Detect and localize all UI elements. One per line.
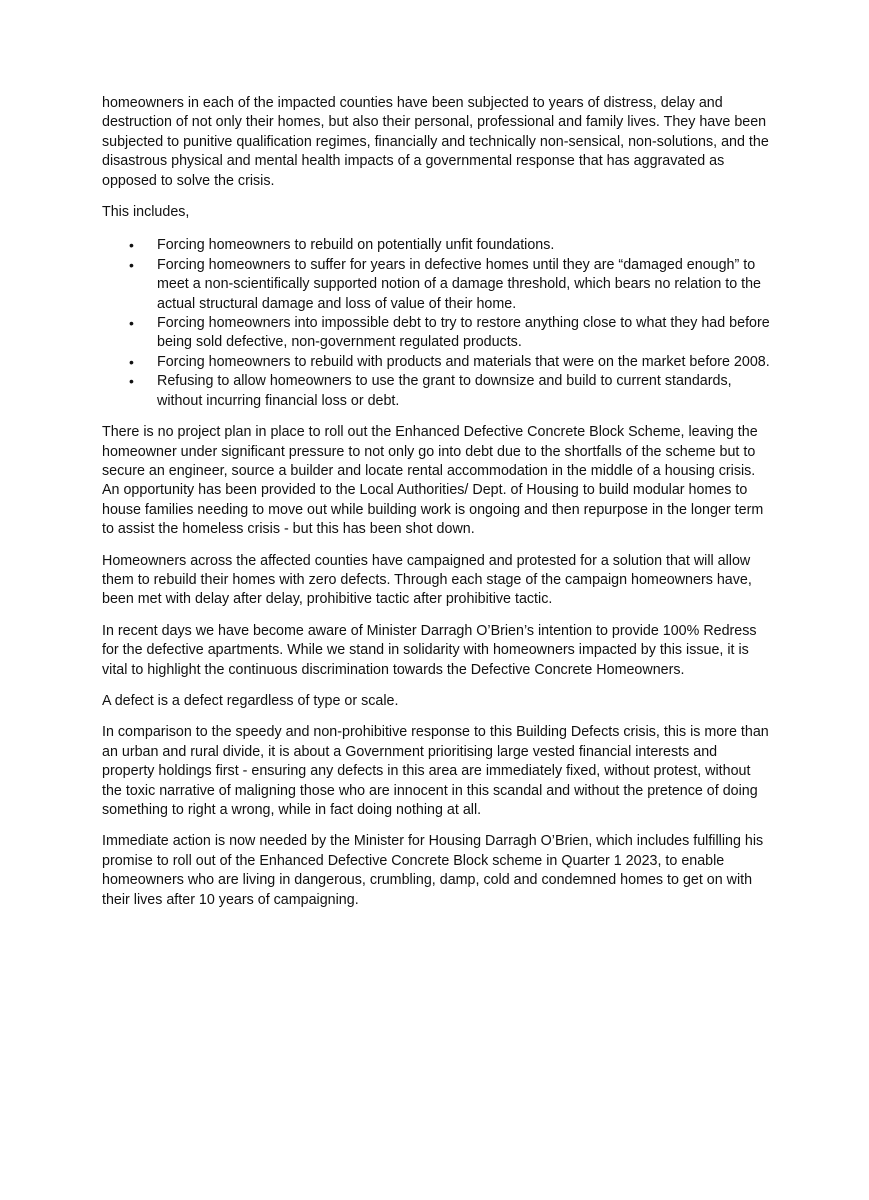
list-item-text: Forcing homeowners into impossible debt to try to restore anything close to what they had before being sold defective, non-government regulated products. <box>157 315 770 351</box>
bullet-list <box>102 236 770 411</box>
list-item-text: Refusing to allow homeowners to use the grant to downsize and build to current standards, without incurring financial loss or debt. <box>157 373 732 409</box>
paragraph-defect-statement: A defect is a defect regardless of type or scale. <box>102 692 399 709</box>
paragraph-project-plan: There is no project plan in place to roll out the Enhanced Defective Concrete Block Scheme, leaving the homeowner under significant pressure to not only go into debt due to the shortfalls of the scheme but to secure an engineer, source a builder and locate rental accommodation in the middle of a housing crisis. An opportunity has been provided to the Local Authorities/ Dept. of Housing to build modular homes to house families needing to move out while building work is ongoing and then repurpose in the longer term to assist the homeless crisis - but this has been shot down. <box>102 424 764 538</box>
bullet-point: • <box>129 315 134 332</box>
list-item <box>102 236 770 255</box>
bullet-point: • <box>129 237 134 254</box>
paragraph-redress: In recent days we have become aware of Minister Darragh O’Brien’s intention to provide 100% Redress for the defective apartments. While we stand in solidarity with homeowners impacted by this issue, it is vital to highlight the continuous discrimination towards the Defective Concrete Homeowners. <box>102 622 757 678</box>
paragraph-immediate-action: Immediate action is now needed by the Minister for Housing Darragh O’Brien, which includes fulfilling his promise to roll out of the Enhanced Defective Concrete Block scheme in Quarter 1 2023, to enable homeowners who are living in dangerous, crumbling, damp, cold and condemned homes to get on with their lives after 10 years of campaigning. <box>102 833 764 908</box>
list-item-text: Forcing homeowners to rebuild with products and materials that were on the market before 2008. <box>157 353 770 370</box>
bullet-point: • <box>129 373 134 390</box>
paragraph-this-includes: This includes, <box>102 204 190 221</box>
document-body <box>102 94 770 922</box>
list-item <box>102 372 770 411</box>
list-item <box>102 353 770 372</box>
list-item <box>102 314 770 353</box>
list-item-text: Forcing homeowners to rebuild on potentially unfit foundations. <box>157 237 555 254</box>
list-item-text: Forcing homeowners to suffer for years in defective homes until they are “damaged enough” to meet a non-scientifically supported notion of a damage threshold, which bears no relation to the actual structural damage and loss of value of their home. <box>157 256 762 312</box>
paragraph-impact: homeowners in each of the impacted counties have been subjected to years of distress, delay and destruction of not only their homes, but also their personal, professional and family lives. They have been subjected to punitive qualification regimes, financially and technically non-sensical, non-solutions, and the disastrous physical and mental health impacts of a governmental response that has aggravated as opposed to solve the crisis. <box>102 95 769 189</box>
bullet-point: • <box>129 256 134 273</box>
bullet-point: • <box>129 353 134 370</box>
paragraph-campaign: Homeowners across the affected counties have campaigned and protested for a solution that will allow them to rebuild their homes with zero defects. Through each stage of the campaign homeowners have, been met with delay after delay, prohibitive tactic after prohibitive tactic. <box>102 552 752 608</box>
paragraph-comparison: In comparison to the speedy and non-prohibitive response to this Building Defects crisis, this is more than an urban and rural divide, it is about a Government prioritising large vested financial interests and property holdings first - ensuring any defects in this area are immediately fixed, without protest, without the toxic narrative of maligning those who are innocent in this scandal and without the pretence of doing something to right a wrong, while in fact doing nothing at all. <box>102 724 769 818</box>
list-item <box>102 256 770 314</box>
